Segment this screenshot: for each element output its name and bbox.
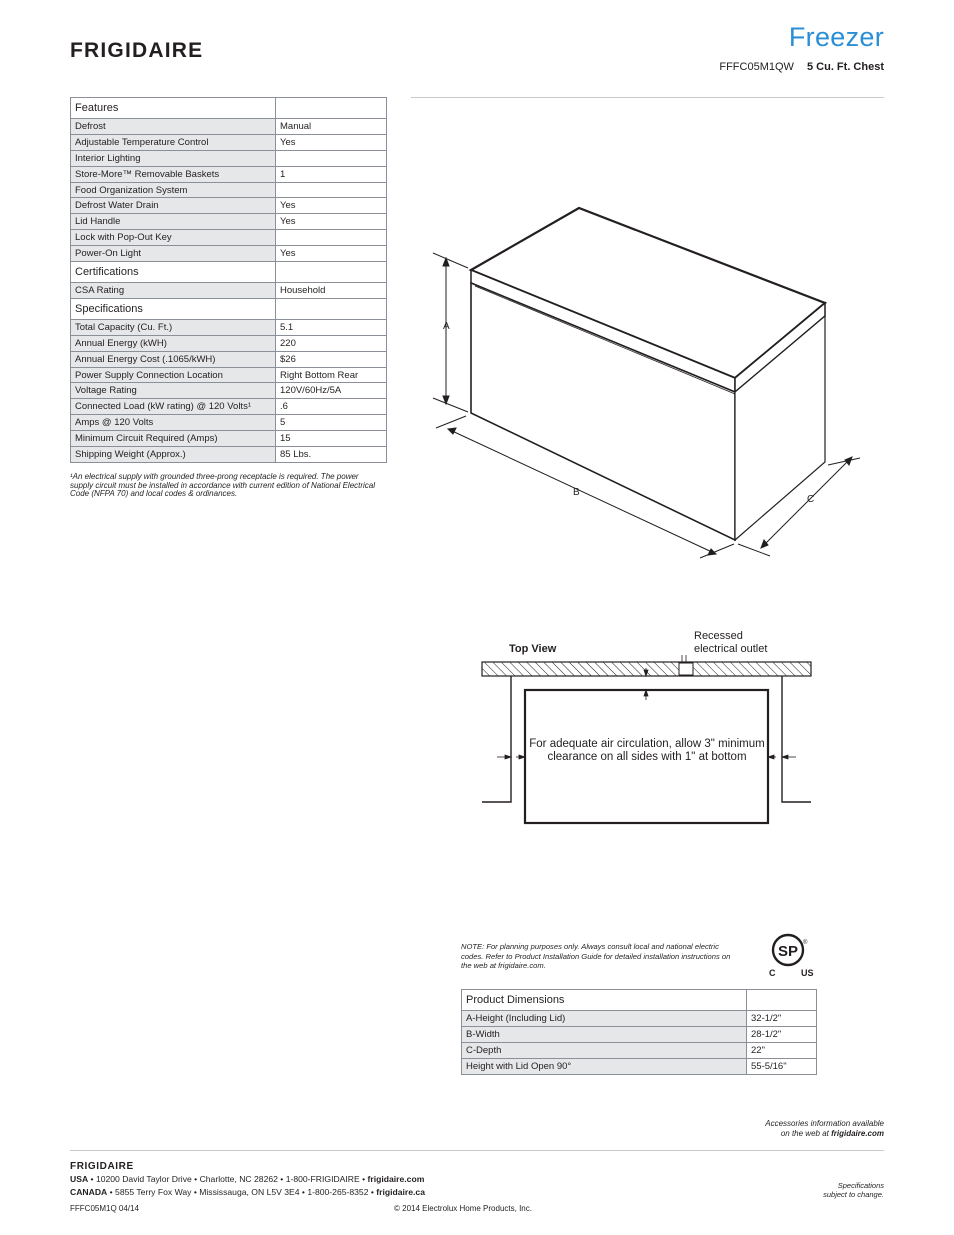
- planning-note: NOTE: For planning purposes only. Always consult local and national electric codes. Refer to Product Installation Guide for detailed installation instructions on the web at frigidaire.com.: [461, 942, 731, 971]
- spec-row-label: Connected Load (kW rating) @ 120 Volts¹: [71, 399, 276, 415]
- accessories-link[interactable]: frigidaire.com: [831, 1128, 884, 1138]
- spec-row-label: Annual Energy Cost (.1065/kWH): [71, 351, 276, 367]
- spec-row: [71, 367, 387, 383]
- subject-to-change: [823, 1181, 884, 1199]
- spec-row-value: $26: [276, 351, 387, 367]
- spec-row: [71, 182, 387, 198]
- accessories-note: [765, 1119, 884, 1138]
- csa-certification-icon: [766, 932, 818, 980]
- freezer-dimension-diagram: [420, 195, 880, 565]
- spec-section-header: [71, 98, 387, 119]
- dimension-row: [462, 1042, 817, 1058]
- spec-section-header: [71, 298, 387, 319]
- dimension-row: [462, 1011, 817, 1027]
- spec-row-label: Interior Lighting: [71, 150, 276, 166]
- usa-address: [70, 1174, 424, 1185]
- spec-row-label: Amps @ 120 Volts: [71, 415, 276, 431]
- spec-row-label: Voltage Rating: [71, 383, 276, 399]
- spec-row: [71, 335, 387, 351]
- dimension-row-value: 22": [747, 1042, 817, 1058]
- footer-logo: [70, 1158, 148, 1170]
- spec-row-value: [276, 230, 387, 246]
- csa-mark-text: SP: [777, 943, 799, 960]
- dimension-row: [462, 1026, 817, 1042]
- spec-row: [71, 415, 387, 431]
- spec-row: [71, 431, 387, 447]
- top-view-label: Top View: [509, 643, 557, 655]
- dimension-row-label: Height with Lid Open 90°: [462, 1058, 747, 1074]
- label-a: A: [443, 321, 450, 332]
- spec-row-value: Yes: [276, 246, 387, 262]
- dimensions-header: [462, 990, 817, 1011]
- spec-row: [71, 399, 387, 415]
- spec-row-value: .6: [276, 399, 387, 415]
- spec-row-value: 120V/60Hz/5A: [276, 383, 387, 399]
- spec-row: [71, 447, 387, 463]
- spec-section-title: Specifications: [71, 298, 276, 319]
- footer-logo-text: FRIGIDAIRE: [70, 1161, 134, 1171]
- spec-row-value: 1: [276, 166, 387, 182]
- spec-row: [71, 214, 387, 230]
- spec-row: [71, 383, 387, 399]
- spec-row: [71, 134, 387, 150]
- spec-row-value: [276, 182, 387, 198]
- spec-row-label: Adjustable Temperature Control: [71, 134, 276, 150]
- model-description: 5 Cu. Ft. Chest: [806, 61, 884, 73]
- spec-row-value: 15: [276, 431, 387, 447]
- spec-section-title: Certifications: [71, 262, 276, 283]
- csa-right: US: [801, 968, 814, 978]
- subject-line1: Specifications: [837, 1181, 884, 1190]
- spec-row-label: Total Capacity (Cu. Ft.): [71, 319, 276, 335]
- spec-row: [71, 166, 387, 182]
- spec-row-value: [276, 150, 387, 166]
- spec-row-value: Yes: [276, 198, 387, 214]
- usa-address-text: • 10200 David Taylor Drive • Charlotte, NC 28262 • 1-800-FRIGIDAIRE •: [88, 1174, 368, 1184]
- spec-row: [71, 319, 387, 335]
- spec-table: [70, 97, 387, 463]
- spec-row-label: Lock with Pop-Out Key: [71, 230, 276, 246]
- label-c: C: [807, 494, 815, 505]
- dimension-row-value: 32-1/2": [747, 1011, 817, 1027]
- canada-label: CANADA: [70, 1187, 108, 1197]
- dimension-row-value: 55-5/16": [747, 1058, 817, 1074]
- csa-left: C: [769, 968, 776, 978]
- accessories-line2: [765, 1129, 884, 1139]
- spec-row: [71, 246, 387, 262]
- document-id: FFFC05M1Q 04/14: [70, 1204, 139, 1213]
- dimensions-header-blank: [747, 990, 817, 1011]
- header-divider: [411, 97, 884, 98]
- usa-site-link[interactable]: frigidaire.com: [367, 1174, 425, 1184]
- spec-row-label: Defrost Water Drain: [71, 198, 276, 214]
- spec-row-label: Power-On Light: [71, 246, 276, 262]
- dimension-row-label: C-Depth: [462, 1042, 747, 1058]
- outlet-label-line1: Recessed: [694, 630, 743, 642]
- spec-row: [71, 198, 387, 214]
- subject-line2: subject to change.: [823, 1190, 884, 1199]
- spec-row-label: Annual Energy (kWH): [71, 335, 276, 351]
- spec-row-value: Yes: [276, 134, 387, 150]
- spec-section-header: [71, 262, 387, 283]
- spec-row-value: 5.1: [276, 319, 387, 335]
- copyright: © 2014 Electrolux Home Products, Inc.: [394, 1204, 532, 1213]
- spec-row-value: 85 Lbs.: [276, 447, 387, 463]
- csa-registered: ®: [803, 940, 808, 946]
- usa-label: USA: [70, 1174, 89, 1184]
- spec-section-blank: [276, 98, 387, 119]
- model-line: [719, 61, 884, 73]
- outlet-label-line2: electrical outlet: [694, 643, 768, 655]
- outlet-notch: [679, 663, 693, 675]
- top-view-diagram: [470, 625, 820, 835]
- spec-row-value: Right Bottom Rear: [276, 367, 387, 383]
- spec-row-value: Yes: [276, 214, 387, 230]
- dimensions-title: Product Dimensions: [462, 990, 747, 1011]
- spec-row-label: Defrost: [71, 119, 276, 135]
- dimension-row-label: B-Width: [462, 1026, 747, 1042]
- spec-row-label: CSA Rating: [71, 283, 276, 299]
- brand-logo-text: FRIGIDAIRE: [70, 39, 204, 62]
- footer-divider: [70, 1150, 884, 1151]
- spec-footnote: ¹An electrical supply with grounded three-prong receptacle is required. The power supply circuit must be installed in accordance with current edition of National Electrical Code (NFPA 70) and local codes & ordinances.: [70, 472, 376, 499]
- page-title: Freezer: [788, 22, 884, 52]
- spec-row: [71, 150, 387, 166]
- dimension-row-value: 28-1/2": [747, 1026, 817, 1042]
- spec-row: [71, 119, 387, 135]
- spec-row-value: Manual: [276, 119, 387, 135]
- dimension-row: [462, 1058, 817, 1074]
- canada-address-text: • 5855 Terry Fox Way • Mississauga, ON L5V 3E4 • 1-800-265-8352 •: [107, 1187, 377, 1197]
- dimensions-table: [461, 989, 817, 1075]
- spec-row-label: Shipping Weight (Approx.): [71, 447, 276, 463]
- model-number: FFFC05M1QW: [719, 61, 794, 73]
- accessories-prefix: on the web at: [780, 1128, 832, 1138]
- dimension-row-label: A-Height (Including Lid): [462, 1011, 747, 1027]
- label-b: B: [573, 487, 580, 498]
- spec-section-blank: [276, 298, 387, 319]
- spec-row-label: Food Organization System: [71, 182, 276, 198]
- spec-row-label: Minimum Circuit Required (Amps): [71, 431, 276, 447]
- spec-section-blank: [276, 262, 387, 283]
- spec-row-label: Power Supply Connection Location: [71, 367, 276, 383]
- circulation-note: For adequate air circulation, allow 3" minimum clearance on all sides with 1" at bottom: [529, 738, 765, 763]
- dimension-a: [433, 253, 468, 412]
- spec-row-label: Store-More™ Removable Baskets: [71, 166, 276, 182]
- spec-row: [71, 351, 387, 367]
- spec-row-label: Lid Handle: [71, 214, 276, 230]
- brand-logo: [70, 38, 236, 62]
- spec-section-title: Features: [71, 98, 276, 119]
- spec-row-value: 220: [276, 335, 387, 351]
- canada-site-link[interactable]: frigidaire.ca: [376, 1187, 425, 1197]
- accessories-line1: Accessories information available: [765, 1119, 884, 1128]
- outlet-label: [694, 630, 767, 656]
- spec-row-value: 5: [276, 415, 387, 431]
- canada-address: [70, 1187, 425, 1198]
- spec-row: [71, 283, 387, 299]
- spec-row-value: Household: [276, 283, 387, 299]
- spec-row: [71, 230, 387, 246]
